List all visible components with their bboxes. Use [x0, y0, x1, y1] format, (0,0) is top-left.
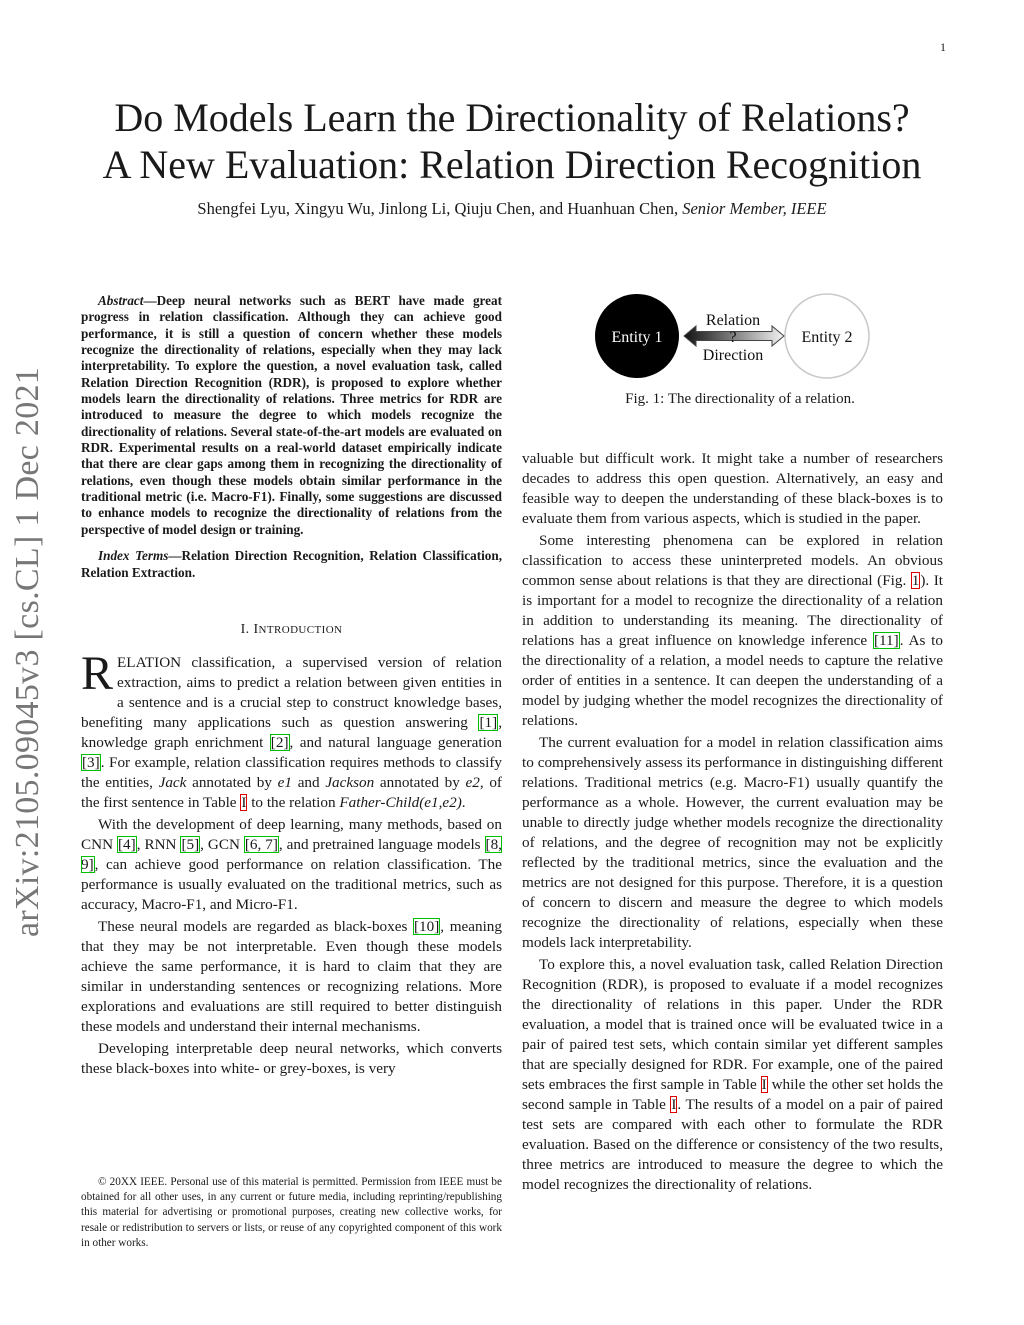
text-run: To explore this, a novel evaluation task, called Relation Direction Recognition (RDR), is proposed to evaluate if a model recognizes the directionality of relations in this paper. Under the RDR evaluation, a model that is trained once will be evaluated twice in a pair of paired test sets, which contain similar yet different samples that are specially designed for RDR. For example, one of the paired sets embraces the first sample in Table [522, 956, 943, 1093]
author-membership: Senior Member, IEEE [682, 199, 827, 218]
entity-1-label: Entity 1 [611, 329, 663, 346]
text-run: annotated by [374, 773, 466, 791]
directionality-diagram [560, 290, 920, 385]
abstract-dash: — [143, 293, 157, 308]
right-column [522, 449, 943, 1197]
text-run: , knowledge graph enrichment [81, 713, 502, 751]
copyright-footnote: © 20XX IEEE. Personal use of this material is permitted. Permission from IEEE must be obtained for all other uses, in any current or future media, including reprinting/republishing this material for advertising or promotional purposes, creating new collective works, for resale or redistribution to servers or lists, or reuse of any copyrighted component of this work in other works. [81, 1176, 502, 1249]
text-run: and [292, 773, 326, 791]
index-terms-label: Index Terms [98, 548, 169, 564]
question-mark: ? [729, 329, 737, 346]
text-run: These neural models are regarded as black-boxes [98, 917, 413, 935]
section-title-first: I [253, 621, 259, 637]
citation-link[interactable]: [5] [181, 835, 200, 853]
relation-label: Father-Child(e1,e2) [339, 793, 462, 811]
author-list [60, 198, 964, 220]
text-run: ). It is important for a model to recognize the directionality of a relation in addition to understanding its meaning. The directionality of relations has a great influence on knowledge inference [522, 572, 943, 649]
figure-caption: Fig. 1: The directionality of a relation. [625, 391, 855, 407]
figure-link[interactable]: 1 [911, 572, 920, 589]
author-names: Shengfei Lyu, Xingyu Wu, Jinlong Li, Qiuju Chen, and Huanhuan Chen, [197, 199, 679, 218]
section-title-rest: NTRODUCTION [258, 623, 343, 636]
text-run: , RNN [136, 835, 181, 853]
citation-link[interactable]: [11] [873, 632, 899, 649]
intro-paragraph-1 [81, 646, 502, 813]
paper-title [60, 94, 964, 188]
dropcap: R [81, 646, 114, 700]
relation-label: Relation [705, 312, 761, 329]
text-run: Some interesting phenomena can be explored in relation classification to access these uninterpreted models. An obvious common sense about relations is that they are directional (Fig. [522, 532, 943, 589]
citation-link[interactable]: [1] [479, 713, 498, 731]
right-paragraph-4 [522, 955, 943, 1195]
citation-link[interactable]: [4] [118, 835, 136, 853]
page-number: 1 [940, 40, 946, 54]
text-run: , meaning that they may be not interpretable. Even though these models achieve the same performance, it is hard to claim that they are similar in understanding sentences or recognizing relations. More explorations and evaluations are still required to better distinguish these models and understand their internal mechanisms. [81, 917, 502, 1035]
arxiv-identifier[interactable]: arXiv:2105.09045v3 [cs.CL] 1 Dec 2021 [9, 366, 46, 937]
table-link[interactable]: I [241, 793, 247, 811]
index-terms [81, 548, 502, 581]
text-run: , and natural language generation [289, 733, 502, 751]
text-run: , of the first sentence in Table [81, 773, 502, 811]
table-link[interactable]: I [671, 1096, 677, 1113]
title-line-2: A New Evaluation: Relation Direction Recognition [102, 142, 922, 187]
citation-link[interactable]: [10] [413, 917, 440, 935]
section-number: I. [240, 621, 250, 637]
intro-paragraph-2 [81, 815, 502, 915]
citation-link[interactable]: [6, 7] [244, 835, 278, 853]
abstract-label: Abstract [98, 293, 144, 308]
direction-label: Direction [702, 347, 764, 364]
text-run: , and pretrained language models [278, 835, 485, 853]
intro-paragraph-4: Developing interpretable deep neural networks, which converts these black-boxes into white- or grey-boxes, is very [81, 1039, 502, 1077]
entity-2-label: Entity 2 [801, 329, 853, 346]
intro-paragraph-3 [81, 917, 502, 1037]
text-run: to the relation [247, 793, 340, 811]
entity-tag-e2: e2 [465, 773, 480, 791]
entity-jackson: Jackson [325, 773, 375, 791]
entity-tag-e1: e1 [277, 773, 293, 791]
text-run: . As to the directionality of a relation, a model needs to capture the relative order of entities in a sentence. It can deepen the understanding of a model by judging whether the model recognizes the directionality of relations. [522, 632, 943, 729]
text-run: , GCN [200, 835, 244, 853]
citation-link[interactable]: [2] [270, 733, 289, 751]
section-heading-introduction [81, 621, 502, 639]
text-run: . [461, 793, 466, 811]
abstract [81, 293, 502, 538]
figure-1 [560, 290, 920, 420]
left-column [81, 293, 502, 1081]
right-paragraph-1: valuable but difficult work. It might take a number of researchers decades to address this open question. Alternatively, an easy and feasible way to deepen the understanding of these black-boxes is to evaluate them from various aspects, which is studied in the paper. [522, 450, 943, 527]
text-run: while the other set holds the second sample in Table [522, 1076, 943, 1113]
text-run: With the development of deep learning, many methods, based on CNN [81, 815, 502, 853]
table-link[interactable]: I [761, 1076, 767, 1093]
entity-jack: Jack [158, 773, 187, 791]
abstract-text: Deep neural networks such as BERT have made great progress in relation classification. Although they can achieve good performance, it is still a question of concern whether these models recognize the directionality of relations, especially when they may lack interpretability. To explore the question, a novel evaluation task, called Relation Direction Recognition (RDR), is proposed to explore whether models learn the directionality of relations. Three metrics for RDR are introduced to measure the degree to which models recognize the directionality of relations. Several state-of-the-art models are evaluated on RDR. Experimental results on a real-world dataset empirically indicate that there are clear gaps among them in recognizing the directionality of relations, even though these models obtain similar performance in the traditional metric (i.e. Macro-F1). Finally, some suggestions are discussed to enhance models to recognize the directionality of relations from the perspective of model design or training. [81, 293, 502, 537]
text-run: annotated by [186, 773, 278, 791]
text-run: . For example, relation classification requires methods to classify the entities, [81, 753, 502, 791]
right-paragraph-3: The current evaluation for a model in relation classification aims to comprehensively assess its performance in distinguishing different relations. Traditional metrics (e.g. Macro-F1) usually quantify the performance as a whole. However, the current evaluation may be unable to directly judge whether models recognize the directionality of relations, and the degree of recognition may not be explicitly reflected by the traditional metrics, since the evaluation and the metrics are not designed for this purpose. Therefore, it is a question of concern to discern and measure the degree to which models recognize the directionality of relations, especially when these models lack interpretability. [522, 734, 943, 951]
index-terms-text: Relation Direction Recognition, Relation Classification, Relation Extraction. [81, 548, 502, 580]
text-run: . The results of a model on a pair of paired test sets are compared with each other to formulate the RDR evaluation. Based on the difference or consistency of the two results, three metrics are introduced to measure the degree to which the model recognizes the directionality of relations. [522, 1096, 943, 1193]
citation-link[interactable]: [8, 9] [81, 835, 502, 873]
text-run: , can achieve good performance on relation classification. The performance is usually evaluated on the traditional metrics, such as accuracy, Macro-F1, and Micro-F1. [81, 855, 502, 913]
citation-link[interactable]: [3] [82, 753, 100, 771]
right-paragraph-2 [522, 531, 943, 731]
title-line-1: Do Models Learn the Directionality of Relations? [114, 95, 910, 140]
index-terms-dash: — [168, 548, 182, 564]
text-run: ELATION classification, a supervised version of relation extraction, aims to predict a relation between given entities in a sentence and is a crucial step to construct knowledge bases, benefiting many applications such as question answering [81, 653, 502, 731]
